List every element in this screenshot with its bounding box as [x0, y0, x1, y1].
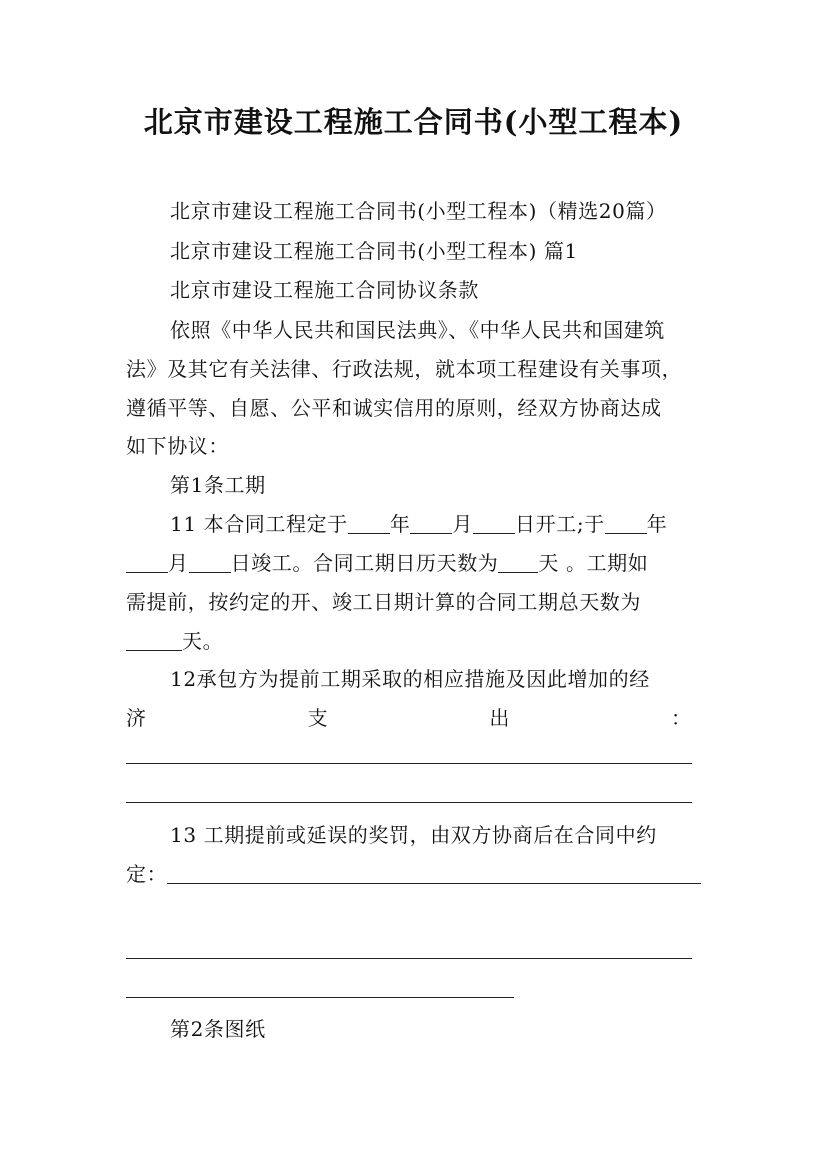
clause-1-1-line-2	[126, 549, 648, 577]
clause-text: 月	[168, 551, 189, 575]
doc-section-heading: 北京市建设工程施工合同书(小型工程本) 篇1	[170, 239, 578, 263]
article-2-heading: 第2条图纸	[170, 1017, 266, 1041]
clause-text: 天 。工期如	[538, 551, 649, 575]
clause-1-1-line-3: 需提前，按约定的开、竣工日期计算的合同工期总天数为	[126, 590, 641, 614]
doc-subtitle: 北京市建设工程施工合同书(小型工程本)（精选20篇）	[170, 199, 667, 223]
clause-char: 支	[307, 706, 328, 730]
clause-text: 月	[452, 512, 474, 536]
blank-total-days[interactable]	[126, 630, 182, 651]
blank-line-extra-cost-2[interactable]	[126, 802, 692, 803]
article-1-heading: 第1条工期	[170, 473, 266, 497]
paragraph-line: 法》及其它有关法律、行政法规，就本项工程建设有关事项，	[126, 357, 683, 381]
clause-text: 日竣工。合同工期日历天数为	[230, 551, 499, 575]
clause-1-1-line-1	[170, 510, 667, 538]
blank-start-year[interactable]	[348, 513, 390, 534]
clause-1-1-line-4	[126, 627, 223, 655]
clause-text: 年	[646, 512, 668, 536]
clause-1-2-line-2	[126, 704, 691, 732]
blank-calendar-days[interactable]	[498, 552, 538, 573]
blank-end-year[interactable]	[605, 513, 647, 534]
blank-line-notes-2[interactable]	[126, 997, 514, 998]
clause-text: 日开工;于	[515, 512, 605, 536]
clause-text: 天。	[182, 629, 224, 653]
paragraph-line: 依照《中华人民共和国民法典》、《中华人民共和国建筑	[170, 318, 665, 342]
document-title: 北京市建设工程施工合同书(小型工程本)	[143, 105, 684, 139]
blank-end-month[interactable]	[126, 552, 168, 573]
paragraph-line: 遵循平等、自愿、公平和诚实信用的原则，经双方协商达成	[126, 396, 662, 420]
blank-end-day[interactable]	[189, 552, 231, 573]
clause-1-2-line-1: 12承包方为提前工期采取的相应措施及因此增加的经	[170, 667, 650, 691]
blank-reward-penalty[interactable]	[167, 863, 701, 884]
agreement-heading: 北京市建设工程施工合同协议条款	[170, 278, 479, 302]
blank-line-extra-cost-1[interactable]	[126, 763, 692, 764]
clause-text: 年	[389, 512, 411, 536]
clause-char: 出	[489, 706, 510, 730]
blank-start-month[interactable]	[410, 513, 452, 534]
paragraph-line: 如下协议：	[126, 434, 229, 458]
clause-text: 定：	[126, 862, 168, 886]
clause-text: 11 本合同工程定于	[170, 512, 348, 536]
blank-start-day[interactable]	[473, 513, 515, 534]
clause-1-3-line-1: 13 工期提前或延误的奖罚，由双方协商后在合同中约	[170, 823, 657, 847]
clause-char: 济	[126, 706, 146, 730]
clause-1-3-line-2	[126, 860, 701, 888]
clause-char: ：	[670, 706, 691, 730]
blank-line-notes-1[interactable]	[126, 958, 692, 959]
